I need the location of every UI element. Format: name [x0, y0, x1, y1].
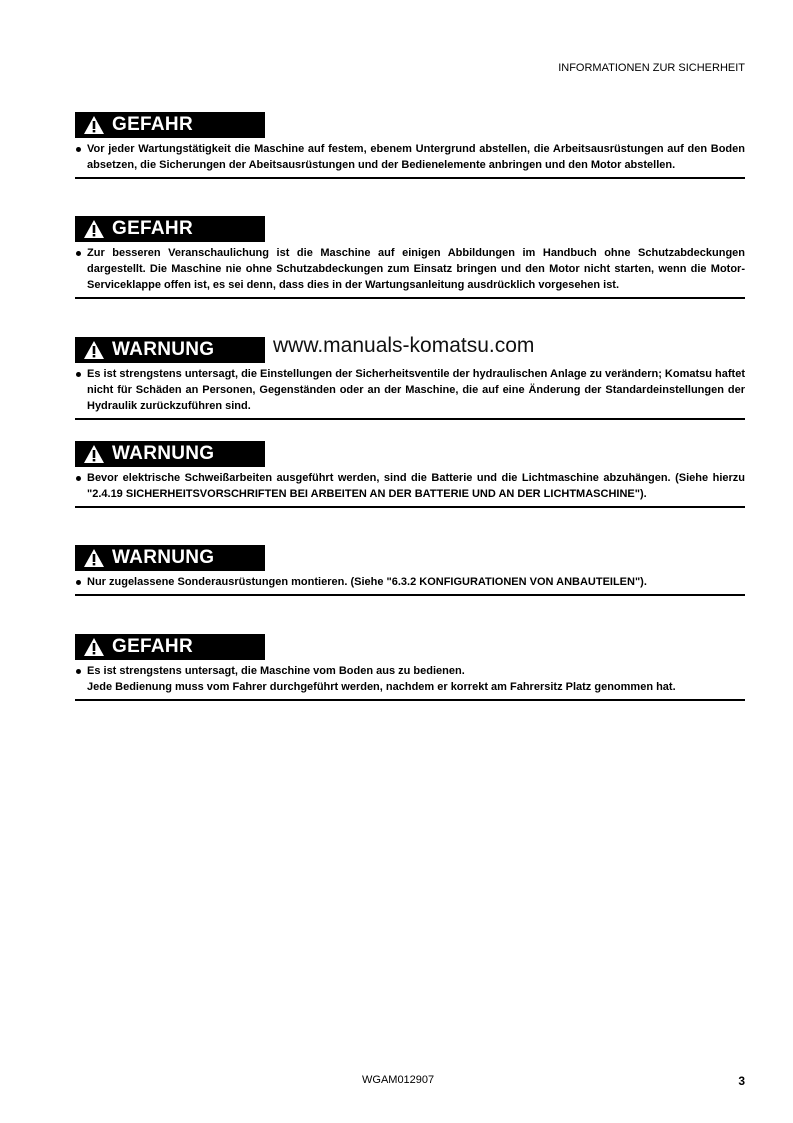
- divider: [75, 699, 745, 701]
- danger-banner: [75, 112, 265, 138]
- warning-banner: [75, 441, 265, 467]
- divider: [75, 177, 745, 179]
- danger-banner: [75, 216, 265, 242]
- banner-label: GEFAHR: [112, 218, 193, 239]
- divider: [75, 297, 745, 299]
- page-number: 3: [738, 1074, 745, 1088]
- safety-notice-2: [75, 216, 745, 299]
- bullet: [76, 580, 81, 585]
- divider: [75, 418, 745, 420]
- document-code: WGAM012907: [362, 1074, 435, 1086]
- notice-text: Nur zugelassene Sonderausrüstungen montieren. (Siehe "6.3.2 KONFIGURATIONEN VON ANBAUTEILEN").: [87, 576, 647, 588]
- running-header: INFORMATIONEN ZUR SICHERHEIT: [558, 62, 745, 74]
- safety-notice-3: [75, 334, 745, 420]
- watermark: www.manuals-komatsu.com: [273, 334, 535, 357]
- safety-notice-6: [75, 634, 745, 701]
- divider: [75, 594, 745, 596]
- bullet: [76, 476, 81, 481]
- divider: [75, 506, 745, 508]
- warning-triangle-icon: [83, 340, 105, 360]
- banner-label: GEFAHR: [112, 114, 193, 135]
- warning-banner: [75, 337, 265, 363]
- notice-text: Es ist strengstens untersagt, die Einstellungen der Sicherheitsventile der hydraulischen Anlage zu verändern; Komatsu haftet nicht für Schäden an Personen, Gegenständen oder an der Maschine, die auf eine Änderung der Standardeinstellungen der Hydraulik zurückzuführen sind.: [87, 368, 745, 412]
- banner-label: WARNUNG: [112, 339, 215, 360]
- warning-triangle-icon: [83, 115, 105, 135]
- notice-text: Jede Bedienung muss vom Fahrer durchgeführt werden, nachdem er korrekt am Fahrersitz Platz genommen hat.: [87, 681, 676, 693]
- safety-notice-5: [75, 545, 745, 596]
- warning-triangle-icon: [83, 548, 105, 568]
- banner-label: WARNUNG: [112, 547, 215, 568]
- notice-text: Es ist strengstens untersagt, die Maschine vom Boden aus zu bedienen.: [87, 665, 465, 677]
- warning-triangle-icon: [83, 444, 105, 464]
- bullet: [76, 669, 81, 674]
- safety-notice-4: [75, 441, 745, 508]
- warning-triangle-icon: [83, 219, 105, 239]
- warning-triangle-icon: [83, 637, 105, 657]
- warning-banner: [75, 545, 265, 571]
- bullet: [76, 147, 81, 152]
- safety-notice-1: [75, 112, 745, 179]
- notice-text: Zur besseren Veranschaulichung ist die Maschine auf einigen Abbildungen im Handbuch ohne Schutzabdeckungen dargestellt. Die Maschine nie ohne Schutzabdeckungen zum Einsatz bringen und den Motor nicht starten, wenn die Motor-Serviceklappe offen ist, es sei denn, dass dies in der Wartungsanleitung ausdrücklich vorgesehen ist.: [87, 247, 745, 291]
- banner-label: GEFAHR: [112, 636, 193, 657]
- bullet: [76, 372, 81, 377]
- notice-text: Bevor elektrische Schweißarbeiten ausgeführt werden, sind die Batterie und die Lichtmaschine abzuhängen. (Siehe hierzu "2.4.19 SICHERHEITSVORSCHRIFTEN BEI ARBEITEN AN DER BATTERIE UND AN DER LICHTMASCHINE").: [87, 472, 745, 500]
- banner-label: WARNUNG: [112, 443, 215, 464]
- bullet: [76, 251, 81, 256]
- danger-banner: [75, 634, 265, 660]
- notice-text: Vor jeder Wartungstätigkeit die Maschine auf festem, ebenem Untergrund abstellen, die Arbeitsausrüstungen auf den Boden absetzen, die Sicherungen der Abeitsausrüstungen und der Bedienelemente anbringen und den Motor abstellen.: [87, 143, 745, 171]
